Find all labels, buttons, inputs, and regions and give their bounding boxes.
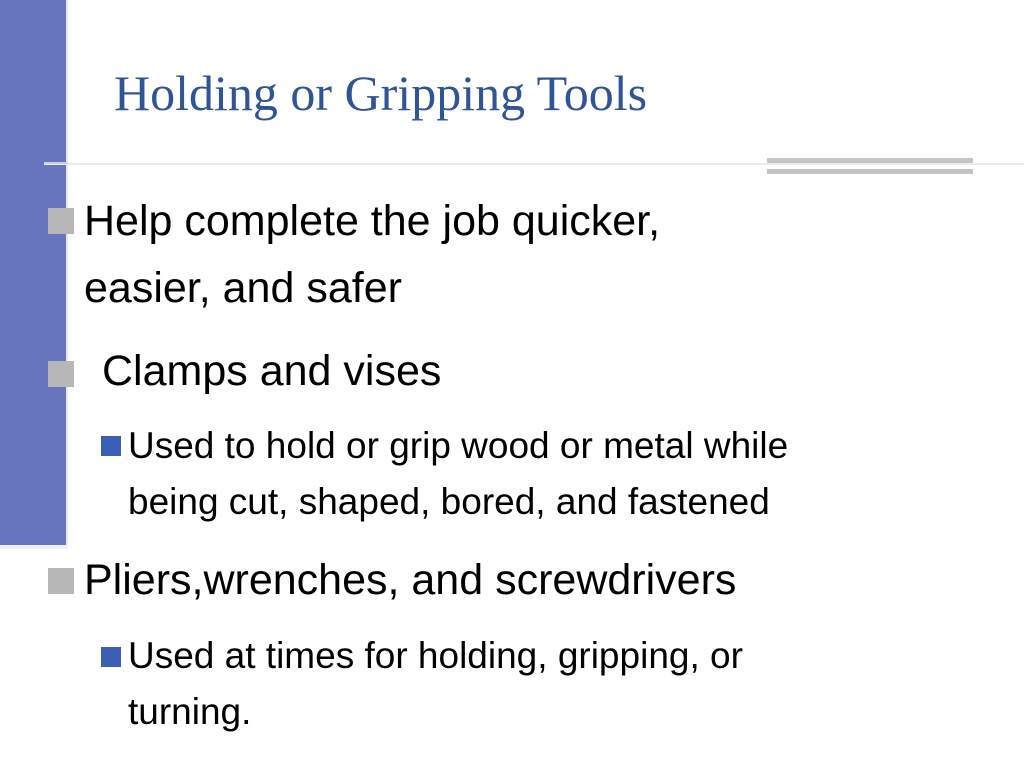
bullet-3-line-1: Pliers,wrenches, and screwdrivers <box>84 556 737 604</box>
gray-square-bullet-icon <box>48 568 74 594</box>
blue-square-bullet-icon <box>101 647 121 667</box>
gray-square-bullet-icon <box>48 208 74 234</box>
bullet-2-line-1: Clamps and vises <box>102 347 442 395</box>
sub-bullet-3-line-2: turning. <box>128 691 252 732</box>
blue-square-bullet-icon <box>101 436 121 456</box>
sub-bullet-2-line-1: Used to hold or grip wood or metal while <box>128 425 789 466</box>
sub-bullet-2-line-2: being cut, shaped, bored, and fastened <box>128 481 770 522</box>
sub-bullet-3-line-1: Used at times for holding, gripping, or <box>128 635 743 676</box>
bullet-1-line-2: easier, and safer <box>84 264 402 312</box>
slide-title: Holding or Gripping Tools <box>114 65 648 121</box>
bullet-1-line-1: Help complete the job quicker, <box>84 197 661 245</box>
gray-square-bullet-icon <box>48 361 74 387</box>
